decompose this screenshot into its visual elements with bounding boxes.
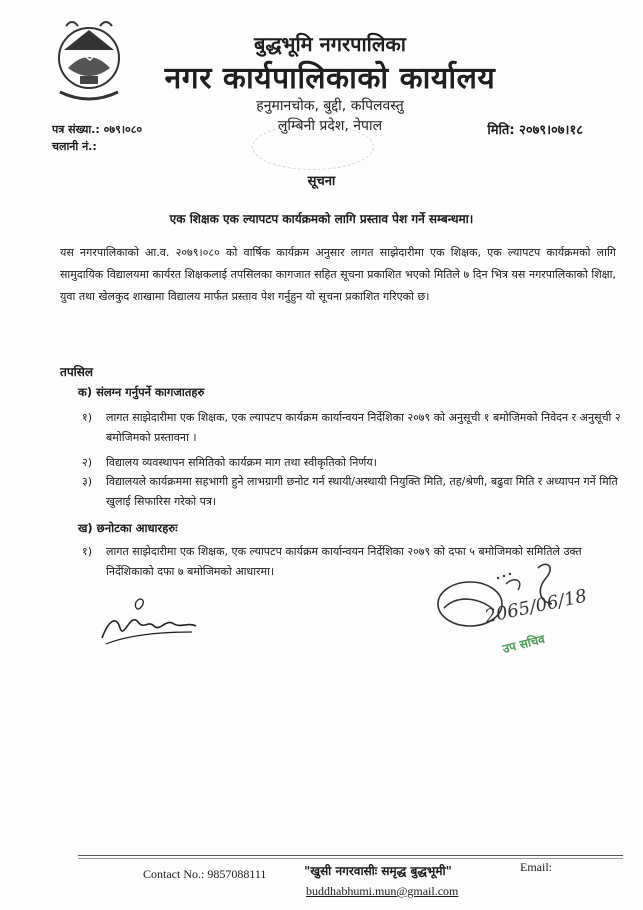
item-number: १) xyxy=(82,411,93,424)
nepal-emblem-icon xyxy=(50,10,128,110)
address-line-1: हनुमानचोक, बुद्दी, कपिलवस्तु xyxy=(256,98,404,114)
office-stamp xyxy=(252,124,374,170)
item-number: २) xyxy=(82,456,93,469)
left-signature xyxy=(96,592,206,650)
item-text: लागत साझेदारीमा एक शिक्षक, एक ल्यापटप कार्यक्रम कार्यान्वयन निर्देशिका २०७९ को दफा ५ बमोजिमको समितिले उक्त निर्देशिकाको दफा ७ बमोजिमको आधारमा। xyxy=(106,545,582,578)
section-b-title: ख) छनोटका आधारहरुः xyxy=(78,521,178,535)
item-text: विद्यालय व्यवस्थापन समितिको कार्यक्रम माग तथा स्वीकृतिको निर्णय। xyxy=(106,456,377,469)
list-item xyxy=(82,408,622,448)
letter-date: मिति: २०७९।०७।१८ xyxy=(487,123,583,138)
footer-slogan: "खुसी नगरवासीः समृद्ध बुद्धभूमी" xyxy=(304,864,452,878)
contact-number: Contact No.: 9857088111 xyxy=(143,867,267,881)
handwritten-date: 2065/06/18 xyxy=(482,585,589,628)
notice-title: सूचना xyxy=(307,174,336,189)
address-line-2: लुम्बिनी प्रदेश, नेपाल xyxy=(277,118,383,134)
details-heading: तपसिल xyxy=(60,365,94,379)
email-link[interactable]: buddhabhumi.mun@gmail.com xyxy=(306,884,459,898)
section-a-title: क) संलग्न गर्नुपर्ने कागजातहरु xyxy=(78,385,205,399)
notice-body: यस नगरपालिकाको आ.व. २०७९।०८० को वार्षिक कार्यक्रम अनुसार लागत साझेदारीमा एक शिक्षक, एक ल्यापटप कार्यक्रमको लागि सामुदायिक विद्यालयमा कार्यरत शिक्षकलाई तपसिलका कागजात सहित सूचना प्रकाशित भएको मितिले ७ दिन भित्र यस नगरपालिकाको शिक्षा, युवा तथा खेलकुद शाखामा विद्यालय मार्फत प्रस्ताव पेश गर्नुहुन यो सूचना प्रकाशित गरिएको छ। xyxy=(60,246,616,303)
list-item xyxy=(82,453,622,473)
item-number: ३) xyxy=(82,475,93,488)
footer-divider xyxy=(78,858,623,859)
designation-stamp: उप सचिव xyxy=(501,631,547,656)
notice-subject: एक शिक्षक एक ल्यापटप कार्यक्रमको लागि प्रस्ताव पेश गर्ने सम्बन्धमा। xyxy=(169,212,474,226)
footer-divider xyxy=(78,855,623,856)
email-label: Email: xyxy=(520,860,552,874)
item-text: विद्यालयले कार्यक्रममा सहभागी हुने लाभग्रागी छनोट गर्न स्थायी/अस्थायी नियुक्ति मिति, तह/श्रेणी, बढुवा मिति र अध्यापन गर्ने मिति खुलाई सिफारिस गरेको पत्र। xyxy=(106,475,618,508)
dispatch-number: चलानी नं.: xyxy=(52,140,97,153)
list-item xyxy=(82,472,622,512)
item-text: लागत साझेदारीमा एक शिक्षक, एक ल्यापटप कार्यक्रम कार्यान्वयन निर्देशिका २०७९ को अनुसूची १ बमोजिमको निवेदन र अनुसूची २ बमोजिमको प्रस्तावना । xyxy=(106,411,621,444)
office-title: नगर कार्यपालिकाको कार्यालय xyxy=(164,61,496,96)
letter-number: पत्र संख्या.: ०७९।०८० xyxy=(52,123,143,136)
municipality-name: बुद्धभूमि नगरपालिका xyxy=(254,32,406,56)
item-number: १) xyxy=(82,545,93,558)
